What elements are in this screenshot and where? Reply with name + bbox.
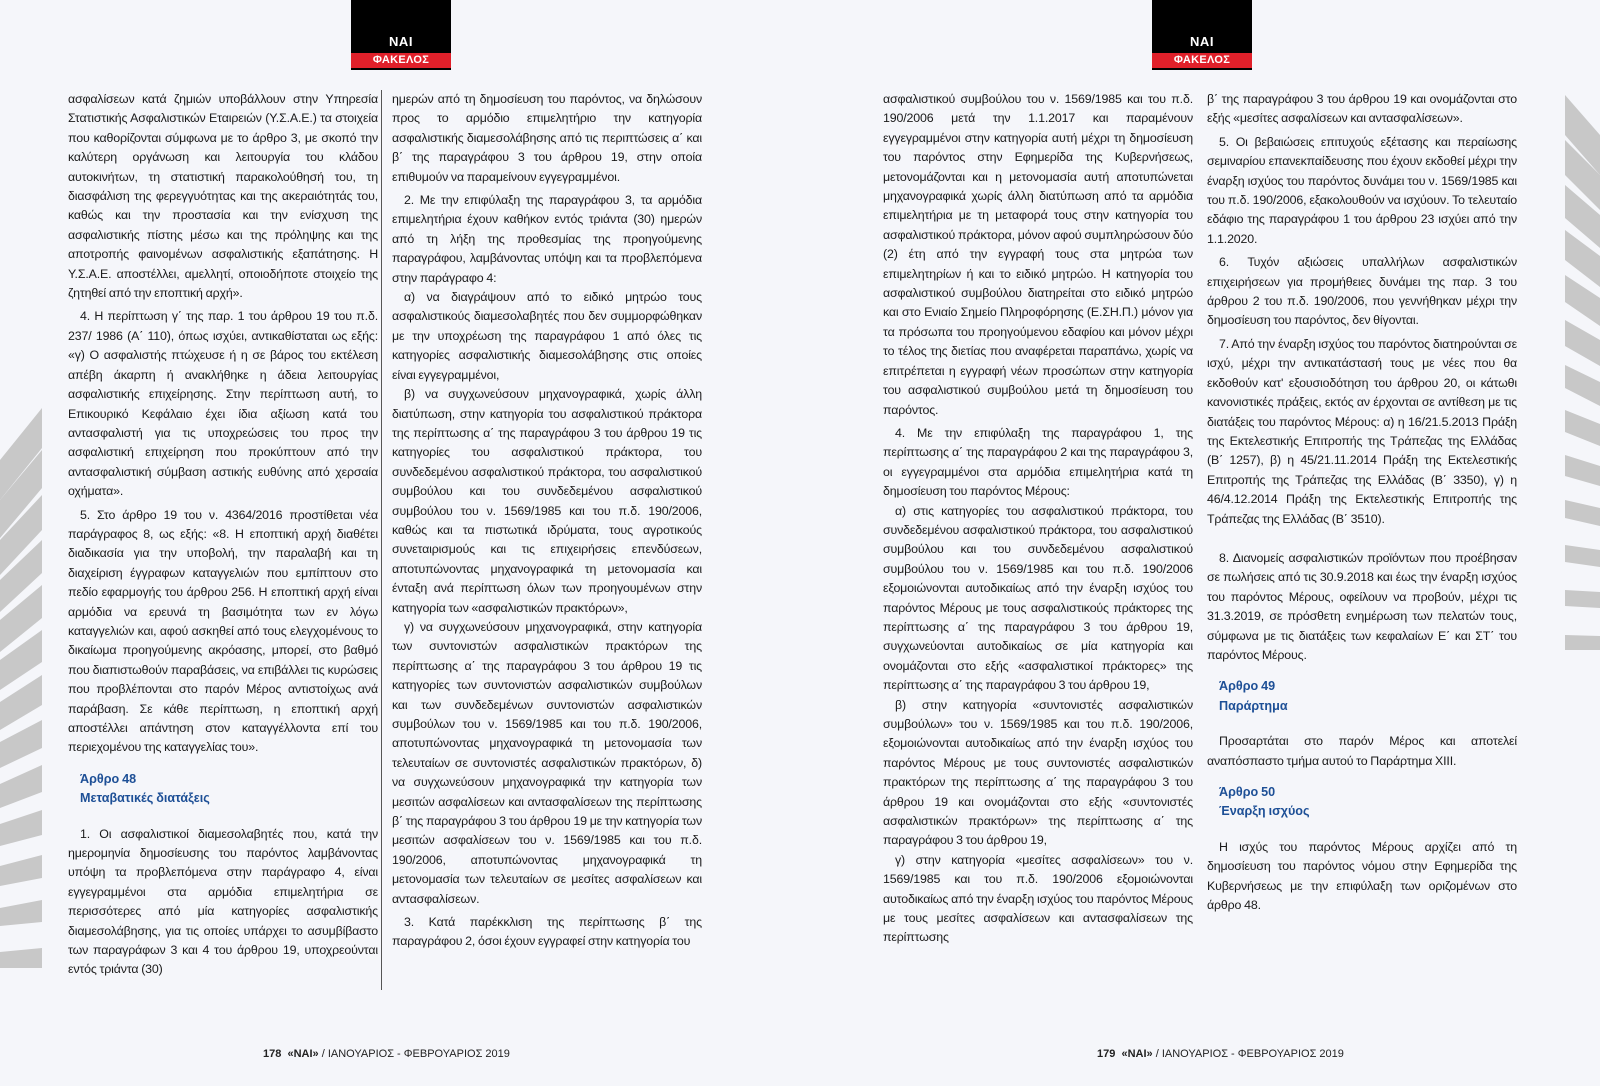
left-column-2 xyxy=(392,90,702,956)
article-heading xyxy=(68,770,378,809)
decorative-stripes xyxy=(0,390,44,990)
paragraph: ασφαλίσεων κατά ζημιών υποβάλλουν στην Υπηρεσία Στατιστικής Ασφαλιστικών Εταιρειών (Υ.Σ.Α.Ε.) τα στοιχεία που καθορίζονται σύμφωνα με το άρθρο 3, με σκοπό την καλύτερη οργάνωση και λειτουργία του κλάδου αυτοκινήτων, τη στατιστική παρακολούθησή του, τη διασφάλιση της φερεγγυότητας και της ακεραιότητάς του, καθώς και την προστασία και την ενίσχυση της ασφαλιστικής πίστης μέσω και της πρόληψης και της αποτροπής φαινομένων ασφαλιστικής εξαπάτησης. Η Υ.Σ.Α.Ε. αποστέλλει, αμελλητί, οποιοδήποτε στοιχείο της ζητηθεί από την εποπτική αρχή». xyxy=(68,92,378,301)
article-number: Άρθρο 50 xyxy=(1219,785,1276,799)
paragraph: Η ισχύς του παρόντος Μέρους αρχίζει από τη δημοσίευση του παρόντος νόμου στην Εφημερίδα της Κυβερνήσεως με την επιφύλαξη των οριζομένων στο άρθρο 48. xyxy=(1207,839,1517,913)
paragraph: γ) να συγχωνεύσουν μηχανογραφικά, στην κατηγορία των συντονιστών ασφαλιστικών πρακτόρων της περίπτωσης α΄ της παραγράφου 3 του άρθρου 19 τις κατηγορίες των συντονιστών ασφαλιστικών συμβούλων και των συνδεδεμένων συντονιστών ασφαλιστικών συμβούλων του ν. 1569/1985 και του π.δ. 190/2006, αποτυπώνοντας μηχανογραφικά τη μετονομασία των τελευταίων σε συντονιστές ασφαλιστικών πρακτόρων, δ) να συγχωνεύσουν μηχανογραφικά την κατηγορία των μεσιτών ασφαλίσεων και αντασφαλίσεων της περίπτωσης β΄ της παραγράφου 3 του άρθρου 19 με την κατηγορία των μεσιτών ασφαλίσεων του ν. 1569/1985 και του π.δ. 190/2006, αποτυπώνοντας μηχανογραφικά τη μετονομασία των τελευταίων σε μεσίτες ασφαλίσεων και αντασφαλίσεων. xyxy=(392,619,702,906)
page-footer xyxy=(1097,1048,1344,1060)
paragraph: 7. Από την έναρξη ισχύος του παρόντος διατηρούνται σε ισχύ, μέχρι την αντικατάστασή τους με νέες που θα εκδοθούν κατ' εξουσιοδότηση του άρθρου 20, οι κάτωθι κανονιστικές πράξεις, εκτός αν έρχονται σε αντίθεση με τις διατάξεις του παρόντος Μέρους: α) η 16/21.5.2013 Πράξη της Εκτελεστικής Επιτροπής της Τράπεζας της Ελλάδας (Β΄ 1257), β) η 45/21.11.2014 Πράξη της Εκτελεστικής Επιτροπής της Τράπεζας της Ελλάδας (Β΄ 3350), γ) η 46/4.12.2014 Πράξη της Εκτελεστικής Επιτροπής της Τράπεζας της Ελλάδας (Β΄ 3510). xyxy=(1207,336,1517,526)
left-column-1 xyxy=(68,90,378,984)
paragraph: β) να συγχωνεύσουν μηχανογραφικά, χωρίς άλλη διατύπωση, στην κατηγορία του ασφαλιστικού πράκτορα της περίπτωσης α΄ της παραγράφου 3 του άρθρου 19 τις κατηγορίες του ασφαλιστικού πράκτορα, του συνδεδεμένου ασφαλιστικού πράκτορα, του ασφαλιστικού συμβούλου και του συνδεδεμένου ασφαλιστικού συμβούλου του ν. 1569/1985 και του π.δ. 190/2006, καθώς και τα πιστωτικά ιδρύματα, τους αγροτικούς συνεταιρισμούς και τις επιχειρήσεις επενδύσεων, αποτυπώνοντας μηχανογραφικά τη μετονομασία και ένταξη ανά περίπτωση όλων των προηγουμένων στην κατηγορία των «ασφαλιστικών πρακτόρων», xyxy=(392,387,702,615)
right-column-1 xyxy=(883,90,1193,952)
article-heading xyxy=(1207,677,1517,716)
paragraph: ασφαλιστικού συμβούλου του ν. 1569/1985 και του π.δ. 190/2006 μετά την 1.1.2017 και παραμένουν εγγεγραμμένοι στην κατηγορία αυτή μέχρι τη δημοσίευση του παρόντος στην Εφημερίδα της Κυβερνήσεως, μετονομάζονται και η μετονομασία αυτή αποτυπώνεται μηχανογραφικά χωρίς άλλη διατύπωση από τα αρμόδια επιμελητήρια με τη μεταφορά τους στην κατηγορία του ασφαλιστικού πράκτορα, μόνον αφού συμπληρώσουν δύο (2) έτη από την εγγραφή τους στα μητρώα των επιμελητηρίων ή και το ειδικό μητρώο. Η κατηγορία του ασφαλιστικού συμβούλου διατηρείται στο ειδικό μητρώο και στο Ενιαίο Σημείο Πληροφόρησης (Ε.ΣΗ.Π.) μόνον για τα πρόσωπα του προηγούμενου εδαφίου και μόνον μέχρι το τέλος της διετίας που αναφέρεται παραπάνω, χωρίς να επιτρέπεται η εγγραφή νέων προσώπων στην κατηγορία του ασφαλιστικού συμβούλου μετά τη δημοσίευση του παρόντος. xyxy=(883,92,1193,417)
paragraph: α) στις κατηγορίες του ασφαλιστικού πράκτορα, του συνδεδεμένου ασφαλιστικού πράκτορα, του ασφαλιστικού συμβούλου και του συνδεδεμένου ασφαλιστικού συμβούλου του ν. 1569/1985 και του π.δ. 190/2006 εξομοιώνονται αυτοδικαίως από την έναρξη ισχύος του παρόντος Μέρους με τους ασφαλιστικούς πράκτορες της περίπτωσης α΄ της παραγράφου 3 του άρθρου 19, συγχωνεύονται αυτοδικαίως σε μία κατηγορία και ονομάζονται στο εξής «ασφαλιστικοί πράκτορες» της περίπτωσης α΄ της παραγράφου 3 του άρθρου 19, xyxy=(883,503,1193,693)
magazine-name: «ΝΑΙ» xyxy=(1121,1048,1153,1060)
page-number: 178 xyxy=(263,1048,282,1060)
paragraph: γ) στην κατηγορία «μεσίτες ασφαλίσεων» του ν. 1569/1985 και του π.δ. 190/2006 εξομοιώνονται αυτοδικαίως από την έναρξη ισχύος του παρόντος Μέρους με τους μεσίτες ασφαλίσεων και αντασφαλίσεων της περίπτωσης xyxy=(883,852,1193,945)
column-divider xyxy=(381,90,382,990)
article-heading xyxy=(1207,783,1517,822)
page-footer xyxy=(263,1048,510,1060)
decorative-stripes xyxy=(1565,80,1600,680)
section-tab xyxy=(1152,0,1252,70)
issue-label: / ΙΑΝΟΥΑΡΙΟΣ - ΦΕΒΡΟΥΑΡΙΟΣ 2019 xyxy=(1155,1048,1344,1060)
section-tab xyxy=(351,0,451,70)
stripes-graphic xyxy=(0,390,44,990)
paragraph: 2. Με την επιφύλαξη της παραγράφου 3, τα αρμόδια επιμελητήρια έχουν καθήκον εντός τριάντα (30) ημερών από τη λήξη της προθεσμίας της προηγούμενης παραγράφου, λαμβάνοντας υπόψη και τα προβλεπόμενα στην παράγραφο 4: xyxy=(392,193,702,285)
section-label: ΦΑΚΕΛΟΣ xyxy=(1152,53,1252,68)
paragraph: 3. Κατά παρέκκλιση της περίπτωσης β΄ της παραγράφου 2, όσοι έχουν εγγραφεί στην κατηγορία του xyxy=(392,915,702,949)
article-title: Μεταβατικές διατάξεις xyxy=(80,791,210,806)
page-number: 179 xyxy=(1097,1048,1116,1060)
magazine-name: «ΝΑΙ» xyxy=(287,1048,319,1060)
article-title: Έναρξη ισχύος xyxy=(1219,804,1310,819)
paragraph: 5. Στο άρθρο 19 του ν. 4364/2016 προστίθεται νέα παράγραφος 8, ως εξής: «8. Η εποπτική αρχή διαθέτει διαδικασία για την υποβολή, την παραλαβή και τη διαχείριση έγγραφων καταγγελιών που εμπίπτουν στο πεδίο εφαρμογής του άρθρου 256. Η εποπτική αρχή είναι αρμόδια να ερευνά τη βασιμότητα των εν λόγω καταγγελιών και, αφού ασκηθεί από τους ελεγχομένους το δικαίωμα προηγούμενης ακρόασης, μπορεί, στο βαθμό που διαπιστωθούν παραβάσεις, να επιβάλλει τις κυρώσεις που προβλέπονται στο παρόν Μέρος αντιστοίχως ανά παράβαση. Σε κάθε περίπτωση, η εποπτική αρχή αποστέλλει απάντηση στον καταγγέλλοντα επί του περιεχομένου της καταγγελίας του». xyxy=(68,507,378,755)
paragraph: ημερών από τη δημοσίευση του παρόντος, να δηλώσουν προς το αρμόδιο επιμελητήριο την κατηγορία ασφαλιστικής διαμεσολάβησης από τις περιπτώσεις α΄ και β΄ της παραγράφου 3 του άρθρου 19, στην οποία επιθυμούν να παραμείνουν εγγεγραμμένοι. xyxy=(392,92,702,184)
right-column-2 xyxy=(1207,90,1517,919)
issue-label: / ΙΑΝΟΥΑΡΙΟΣ - ΦΕΒΡΟΥΑΡΙΟΣ 2019 xyxy=(321,1048,510,1060)
paragraph: α) να διαγράψουν από το ειδικό μητρώο τους ασφαλιστικούς διαμεσολαβητές που δεν συμμορφώθηκαν με την υποχρέωση της παραγράφου 1 από όλες τις κατηγορίες ασφαλιστικής διαμεσολάβησης στις οποίες είναι εγγεγραμμένοι, xyxy=(392,290,702,382)
paragraph: 8. Διανομείς ασφαλιστικών προϊόντων που προέβησαν σε πωλήσεις από τις 30.9.2018 και έως την έναρξη ισχύος του παρόντος Μέρους, οφείλουν να προβούν, μέχρι τις 31.3.2019, σε πρόσθετη ενημέρωση των πελατών τους, σύμφωνα με τις διατάξεις των κεφαλαίων Ε΄ και ΣΤ΄ του παρόντος Μέρους. xyxy=(1207,550,1517,662)
paragraph: 4. Η περίπτωση γ΄ της παρ. 1 του άρθρου 19 του π.δ. 237/ 1986 (Α΄ 110), όπως ισχύει, αντικαθίσταται ως εξής: «γ) Ο ασφαλιστής πτώχευσε ή η σε βάρος του εκτέλεση απέβη άκαρπη ή ανακλήθηκε η άδεια λειτουργίας ασφαλιστικής επιχείρησης. Στην περίπτωση αυτή, το Επικουρικό Κεφάλαιο έχει ίδια αξίωση κατά του αντασφαλιστή για τις υποχρεώσεις του προς την ασφαλιστική επιχείρηση που προκύπτουν από την αντασφαλιστική σύμβαση αστικής ευθύνης από χερσαία οχήματα». xyxy=(68,309,378,499)
brand-label: ΝΑΙ xyxy=(389,34,413,49)
paragraph: 6. Τυχόν αξιώσεις υπαλλήλων ασφαλιστικών επιχειρήσεων για προμήθειες δυνάμει της παρ. 3 του άρθρου 2 του π.δ. 190/2006, που γεννήθηκαν μέχρι την δημοσίευση του παρόντος, δεν θίγονται. xyxy=(1207,255,1517,328)
paragraph: 5. Οι βεβαιώσεις επιτυχούς εξέτασης και περαίωσης σεμιναρίου επανεκπαίδευσης που έχουν εκδοθεί μέχρι την έναρξη ισχύος του παρόντος δυνάμει του ν. 1569/1985 και του π.δ. 190/2006, εξακολουθούν να ισχύουν. Το τελευταίο εδάφιο της παραγράφου 1 του άρθρου 23 ισχύει από την 1.1.2020. xyxy=(1207,134,1517,246)
article-number: Άρθρο 49 xyxy=(1219,679,1276,694)
right-page xyxy=(800,0,1600,1086)
stripes-graphic xyxy=(1565,80,1600,680)
paragraph: 1. Οι ασφαλιστικοί διαμεσολαβητές που, κατά την ημερομηνία δημοσίευσης του παρόντος λαμβάνοντας υπόψη τα προβλεπόμενα στην παράγραφο 4, είναι εγγεγραμμένοι στα αρμόδια επιμελητήρια σε περισσότερες από μία κατηγορίες ασφαλιστικής διαμεσολάβησης, για τις οποίες υπάρχει το ασυμβίβαστο των παραγράφων 3 και 4 του άρθρου 19, υποχρεούνται εντός τριάντα (30) xyxy=(68,826,378,977)
paragraph: Προσαρτάται στο παρόν Μέρος και αποτελεί αναπόσπαστο τμήμα αυτού το Παράρτημα XIII. xyxy=(1207,734,1517,768)
paragraph: β) στην κατηγορία «συντονιστές ασφαλιστικών συμβούλων» του ν. 1569/1985 και του π.δ. 190/2006, εξομοιώνονται αυτοδικαίως από την έναρξη ισχύος του παρόντος Μέρους με τους συντονιστές ασφαλιστικών πρακτόρων της περίπτωσης α΄ της παραγράφου 3 του άρθρου 19 και ονομάζονται στο εξής «συντονιστές ασφαλιστικών πρακτόρων» της περίπτωσης α΄ της παραγράφου 3 του άρθρου 19, xyxy=(883,697,1193,848)
article-title: Παράρτημα xyxy=(1219,698,1288,713)
brand-label: ΝΑΙ xyxy=(1190,34,1214,49)
paragraph: 4. Με την επιφύλαξη της παραγράφου 1, της περίπτωσης α΄ της παραγράφου 2 και της παραγράφου 3, οι εγγεγραμμένοι στα αρμόδια επιμελητήρια κατά τη δημοσίευση του παρόντος Μέρους: xyxy=(883,425,1193,499)
article-number: Άρθρο 48 xyxy=(80,771,137,786)
section-label: ΦΑΚΕΛΟΣ xyxy=(351,53,451,68)
paragraph: β΄ της παραγράφου 3 του άρθρου 19 και ονομάζονται στο εξής «μεσίτες ασφαλίσεων και αντασφαλίσεων». xyxy=(1207,92,1517,126)
